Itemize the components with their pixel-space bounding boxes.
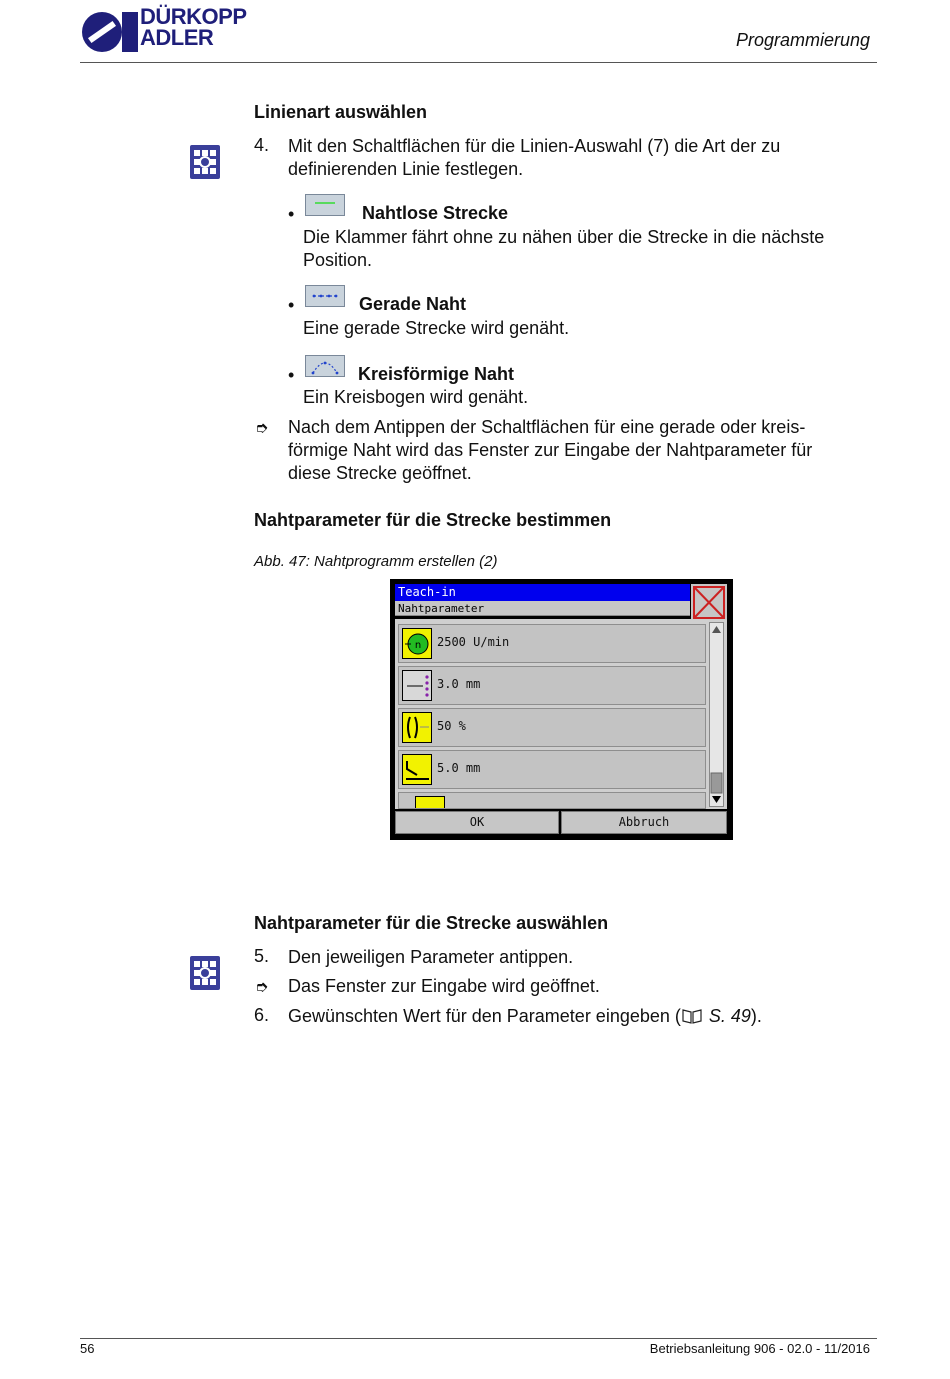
result-text-line: Nach dem Antippen der Schaltflächen für eine gerade oder kreis- — [288, 417, 806, 437]
result-text-line: förmige Naht wird das Fenster zur Eingabe der Nahtparameter für — [288, 440, 813, 460]
heading-nahtparameter-bestimmen: Nahtparameter für die Strecke bestimmen — [254, 510, 612, 530]
step-text: Den jeweiligen Parameter antippen. — [288, 947, 574, 967]
seamless-line-button-icon — [305, 194, 345, 216]
close-icon — [691, 584, 727, 621]
page-reference-link[interactable]: S. 49 — [708, 1006, 751, 1026]
step-text-end: ). — [750, 1006, 762, 1026]
straight-seam-button-icon — [305, 285, 345, 307]
brand-line-2: ADLER — [140, 25, 214, 50]
circular-seam-button-icon — [305, 355, 345, 377]
option-description — [303, 226, 824, 272]
teach-in-panel — [390, 579, 733, 840]
document-reference: Betriebsanleitung 906 - 02.0 - 11/2016 — [649, 1341, 870, 1356]
step-number: 6. — [254, 1005, 270, 1025]
cancel-button[interactable]: Abbruch — [561, 811, 727, 834]
step-text-line: Mit den Schaltflächen für die Linien-Auswahl (7) die Art der zu — [288, 136, 781, 156]
scrollbar[interactable] — [709, 622, 724, 807]
parameter-value: 50 % — [437, 719, 466, 733]
logo-mark-icon — [80, 10, 140, 54]
operator-icon — [190, 956, 220, 990]
bullet: • — [288, 365, 295, 385]
step-number: 5. — [254, 946, 270, 966]
page-number: 56 — [80, 1341, 95, 1356]
section-title: Programmierung — [735, 30, 870, 50]
close-button[interactable] — [691, 584, 727, 621]
panel-title: Teach-in — [395, 584, 690, 601]
parameter-icon — [415, 796, 445, 809]
parameter-value: 3.0 mm — [437, 677, 481, 691]
footer-divider — [80, 1338, 877, 1339]
result-arrow-icon: ➮ — [255, 420, 269, 437]
scroll-arrows-icon — [710, 623, 723, 806]
option-description-line: Die Klammer fährt ohne zu nähen über die Strecke in die nächste — [303, 227, 825, 247]
result-arrow-icon: ➮ — [255, 979, 269, 996]
bullet: • — [288, 204, 295, 224]
step-text-main: Gewünschten Wert für den Parameter eingeben ( — [288, 1006, 681, 1026]
option-label: Kreisförmige Naht — [358, 364, 515, 384]
corner-icon — [402, 754, 432, 785]
parameter-value: 5.0 mm — [437, 761, 481, 775]
result-text: Das Fenster zur Eingabe wird geöffnet. — [288, 976, 600, 996]
step-number: 4. — [254, 135, 270, 155]
option-description: Eine gerade Strecke wird genäht. — [303, 318, 570, 338]
parameter-list — [395, 619, 727, 809]
figure-caption: Abb. 47: Nahtprogramm erstellen (2) — [254, 553, 498, 570]
parameter-row-thread-tension[interactable] — [398, 708, 706, 747]
heading-nahtparameter-auswaehlen: Nahtparameter für die Strecke auswählen — [254, 913, 609, 933]
brand-line-1: DÜRKOPP — [140, 4, 247, 29]
step-text — [288, 135, 780, 181]
brand-name — [140, 6, 247, 48]
stitch-length-icon — [402, 670, 432, 701]
option-label: Gerade Naht — [359, 294, 467, 314]
operator-icon — [190, 145, 220, 179]
result-text — [288, 416, 812, 485]
heading-linienart: Linienart auswählen — [254, 102, 428, 122]
result-text-line: diese Strecke geöffnet. — [288, 463, 472, 483]
step-text — [288, 1005, 762, 1028]
book-icon — [681, 1007, 703, 1023]
parameter-row-stitch-length[interactable] — [398, 666, 706, 705]
step-text-line: definierenden Linie festlegen. — [288, 159, 524, 179]
option-description-line: Position. — [303, 250, 373, 270]
header-divider — [80, 62, 877, 63]
ok-button[interactable]: OK — [395, 811, 559, 834]
panel-subtitle: Nahtparameter — [395, 601, 690, 616]
option-label: Nahtlose Strecke — [362, 203, 509, 223]
parameter-row-partial[interactable] — [398, 792, 706, 809]
parameter-row-corner[interactable] — [398, 750, 706, 789]
parameter-row-speed[interactable] — [398, 624, 706, 663]
bullet: • — [288, 295, 295, 315]
svg-text:n: n — [414, 640, 422, 651]
option-description: Ein Kreisbogen wird genäht. — [303, 387, 529, 407]
parameter-value: 2500 U/min — [437, 635, 510, 649]
thread-tension-icon — [402, 712, 432, 743]
speed-icon — [402, 628, 432, 659]
